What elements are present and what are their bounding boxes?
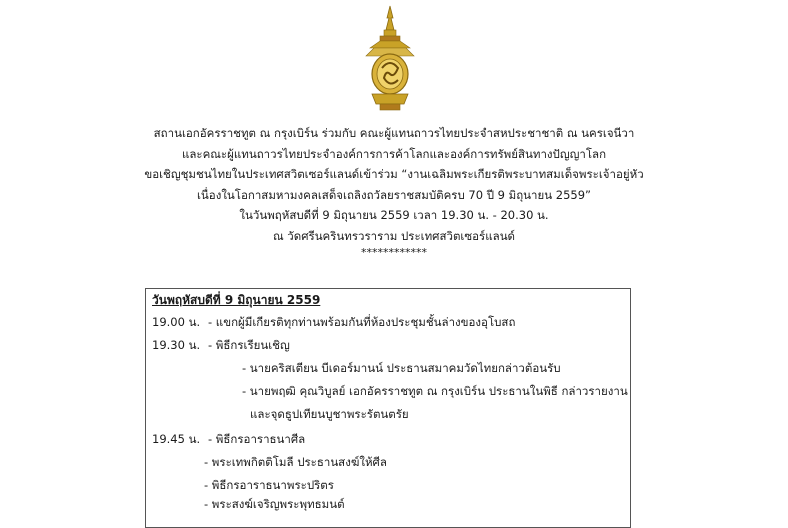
header-line-2: และคณะผู้แทนถาวรไทยประจำองค์การการค้าโลกและองค์การทรัพย์สินทางปัญญาโลก xyxy=(181,146,607,161)
item-precepts-given: - พระเทพกิตติโมลี ประธานสงฆ์ให้ศีล xyxy=(204,455,387,469)
time-1930: 19.30 น. xyxy=(152,338,201,352)
time-1945: 19.45 น. xyxy=(152,432,201,446)
day-heading: วันพฤหัสบดีที่ 9 มิถุนายน 2559 xyxy=(152,293,321,307)
item-precepts-request: - พิธีกรอาราธนาศีล xyxy=(208,432,306,446)
item-speech-ambassador-2: และจุดธูปเทียนบูชาพระรัตนตรัย xyxy=(250,407,409,421)
header-line-5: ในวันพฤหัสบดีที่ 9 มิถุนายน 2559 เวลา 19.30 น. - 20.30 น. xyxy=(239,208,549,222)
royal-emblem xyxy=(360,4,420,114)
item-chanting-request: - พิธีกรอาราธนาพระปริตร xyxy=(204,478,334,492)
item-speech-ambassador-1: - นายพฤฒิ คุณวิบูลย์ เอกอัครราชทูต ณ กรุงเบิร์น ประธานในพิธี กล่าวรายงาน xyxy=(242,384,628,398)
item-welcome-guests: - แขกผู้มีเกียรติทุกท่านพร้อมกันที่ห้องประชุมชั้นล่างของอุโบสถ xyxy=(208,315,516,329)
item-speech-association: - นายคริสเตียน บีเดอร์มานน์ ประธานสมาคมวัดไทยกล่าวต้อนรับ xyxy=(242,361,561,375)
header-line-1: สถานเอกอัครราชทูต ณ กรุงเบิร์น ร่วมกับ คณะผู้แทนถาวรไทยประจำสหประชาชาติ ณ นครเจนีวา xyxy=(153,126,635,140)
header-line-4: เนื่องในโอกาสมหามงคลเสด็จเถลิงถวัลยราชสมบัติครบ 70 ปี 9 มิถุนายน 2559” xyxy=(197,187,591,202)
time-1900: 19.00 น. xyxy=(152,315,201,329)
header-line-6: ณ วัดศรีนครินทรวราราม ประเทศสวิตเซอร์แลนด์ xyxy=(272,228,516,243)
item-chanting-next: - พระสงฆ์เจริญพระพุทธมนต์ xyxy=(204,497,345,511)
header-line-3: ขอเชิญชุมชนไทยในประเทศสวิตเซอร์แลนด์เข้าร่วม “งานเฉลิมพระเกียรติพระบาทสมเด็จพระเจ้าอยู่หัว xyxy=(144,167,644,181)
section-divider: ************ xyxy=(361,246,427,259)
announcement-header xyxy=(0,123,788,260)
schedule-box xyxy=(145,288,631,528)
royal-emblem-icon xyxy=(360,4,420,114)
item-opening-ceremony: - พิธีกรเรียนเชิญ xyxy=(208,338,290,352)
